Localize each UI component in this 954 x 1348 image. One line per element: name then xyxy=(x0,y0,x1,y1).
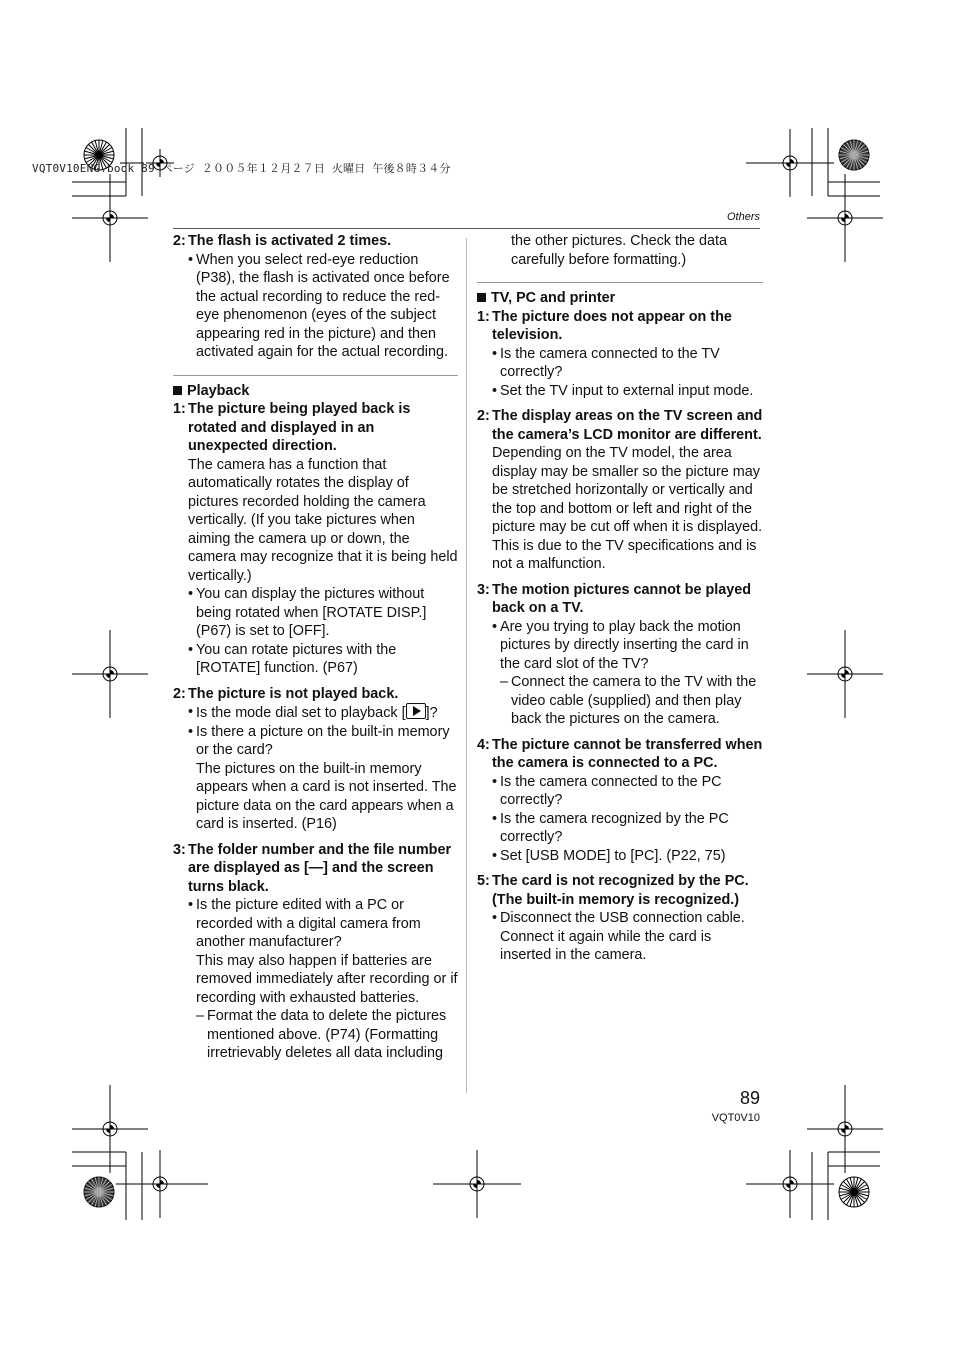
bullet-text: • You can display the pictures without being rotated when [ROTATE DISP.] (P67) is set to [OFF]. xyxy=(188,585,458,641)
square-bullet-icon xyxy=(477,293,486,302)
section-title: Playback xyxy=(173,382,458,401)
model-code: VQT0V10 xyxy=(711,1112,760,1124)
bullet-text: • Set [USB MODE] to [PC]. (P22, 75) xyxy=(492,847,763,866)
section-title: TV, PC and printer xyxy=(477,289,763,308)
square-bullet-icon xyxy=(173,386,182,395)
bullet-text: • Are you trying to play back the motion pictures by directly inserting the card in the card slot of the TV? xyxy=(492,618,763,674)
tv-item-3 xyxy=(477,581,763,729)
bullet-text: • Is there a picture on the built-in memory or the card? xyxy=(188,723,458,760)
dash-text: – Connect the camera to the TV with the video cable (supplied) and then play back the pictures on the camera. xyxy=(500,673,763,729)
bullet-text: • You can rotate pictures with the [ROTATE] function. (P67) xyxy=(188,641,458,678)
item-body: Depending on the TV model, the area display may be smaller so the picture may be stretched horizontally or vertically and the top and bottom or left and right of the picture may be cut off when it is displayed. This is due to the TV specifications and is not a malfunction. xyxy=(492,445,763,572)
header-file-info: VQT0V10ENG.book 89 ページ ２００５年１２月２７日 火曜日 午後８時３４分 xyxy=(32,162,451,175)
item-number: 4: xyxy=(477,736,490,753)
tv-item-1 xyxy=(477,308,763,401)
bullet-text: • Is the camera connected to the PC correctly? xyxy=(492,773,763,810)
starburst-mark-icon xyxy=(84,1177,114,1207)
bullet-body: The pictures on the built-in memory appears when a card is not inserted. The picture data on the card appears when a card is inserted. (P16) xyxy=(196,760,457,832)
tv-section xyxy=(477,282,763,965)
item-title: The picture cannot be transferred when the camera is connected to a PC. xyxy=(492,736,763,771)
item-number: 2: xyxy=(477,408,490,424)
item-number: 3: xyxy=(477,581,490,598)
item-title: The motion pictures cannot be played back on a TV. xyxy=(492,581,752,616)
playback-item-3 xyxy=(173,841,458,1063)
item-title: The picture does not appear on the television. xyxy=(492,308,732,343)
bullet-text: • Set the TV input to external input mode. xyxy=(492,382,763,401)
tv-item-5 xyxy=(477,872,763,965)
item-title: The folder number and the file number are displayed as [—] and the screen turns black. xyxy=(188,841,452,895)
item-number: 2: xyxy=(173,233,186,249)
item-number: 5: xyxy=(477,873,490,889)
playback-item-2 xyxy=(173,685,458,834)
starburst-mark-icon xyxy=(839,140,869,170)
left-column xyxy=(173,232,458,1063)
item-number: 1: xyxy=(477,308,490,325)
playback-mode-icon xyxy=(406,703,426,719)
item-title: The picture is not played back. xyxy=(188,685,399,702)
item-title: The card is not recognized by the PC. (The built-in memory is recognized.) xyxy=(492,873,749,908)
left-item-2 xyxy=(173,232,458,362)
section-label: Others xyxy=(726,211,760,223)
starburst-mark-icon xyxy=(839,1177,869,1207)
tv-item-2 xyxy=(477,407,763,574)
top-rule xyxy=(173,228,760,229)
bullet-text: • Is the picture edited with a PC or recorded with a digital camera from another manufacturer? xyxy=(188,896,458,952)
item-title: The display areas on the TV screen and the camera’s LCD monitor are different. xyxy=(492,408,763,443)
right-column xyxy=(477,232,763,965)
item-title: The flash is activated 2 times. xyxy=(188,233,392,249)
item-number: 1: xyxy=(173,401,186,417)
bullet-text: • Is the camera recognized by the PC correctly? xyxy=(492,810,763,847)
playback-item-1 xyxy=(173,400,458,678)
bullet-body: This may also happen if batteries are removed immediately after recording or if recording with exhausted batteries. xyxy=(196,952,458,1006)
bullet-text: • Disconnect the USB connection cable. Connect it again while the card is inserted in the camera. xyxy=(492,909,763,965)
continuation-text: the other pictures. Check the data carefully before formatting.) xyxy=(511,233,727,268)
tv-item-4 xyxy=(477,736,763,866)
page-number: 89 xyxy=(739,1088,760,1108)
dash-text: – Format the data to delete the pictures mentioned above. (P74) (Formatting irretrievably deletes all data including xyxy=(196,1007,458,1063)
item-body: The camera has a function that automatically rotates the display of pictures recorded holding the camera vertically. (If you take pictures when aiming the camera up or down, the camera may recognize that it is being held vertically.) xyxy=(188,456,458,584)
item-title: The picture being played back is rotated and displayed in an unexpected direction. xyxy=(188,401,411,454)
column-divider xyxy=(466,238,467,1093)
playback-section xyxy=(173,375,458,1063)
bullet-text: • Is the camera connected to the TV correctly? xyxy=(492,345,763,382)
item-number: 3: xyxy=(173,841,186,858)
bullet-text: • When you select red-eye reduction (P38), the flash is activated once before the actual recording to reduce the red-eye phenomenon (eyes of the subject appearing red in the picture) and then activated again for the actual recording. xyxy=(188,251,458,362)
bullet-text: • Is the mode dial set to playback [ ]? xyxy=(188,703,458,723)
item-number: 2: xyxy=(173,685,186,702)
